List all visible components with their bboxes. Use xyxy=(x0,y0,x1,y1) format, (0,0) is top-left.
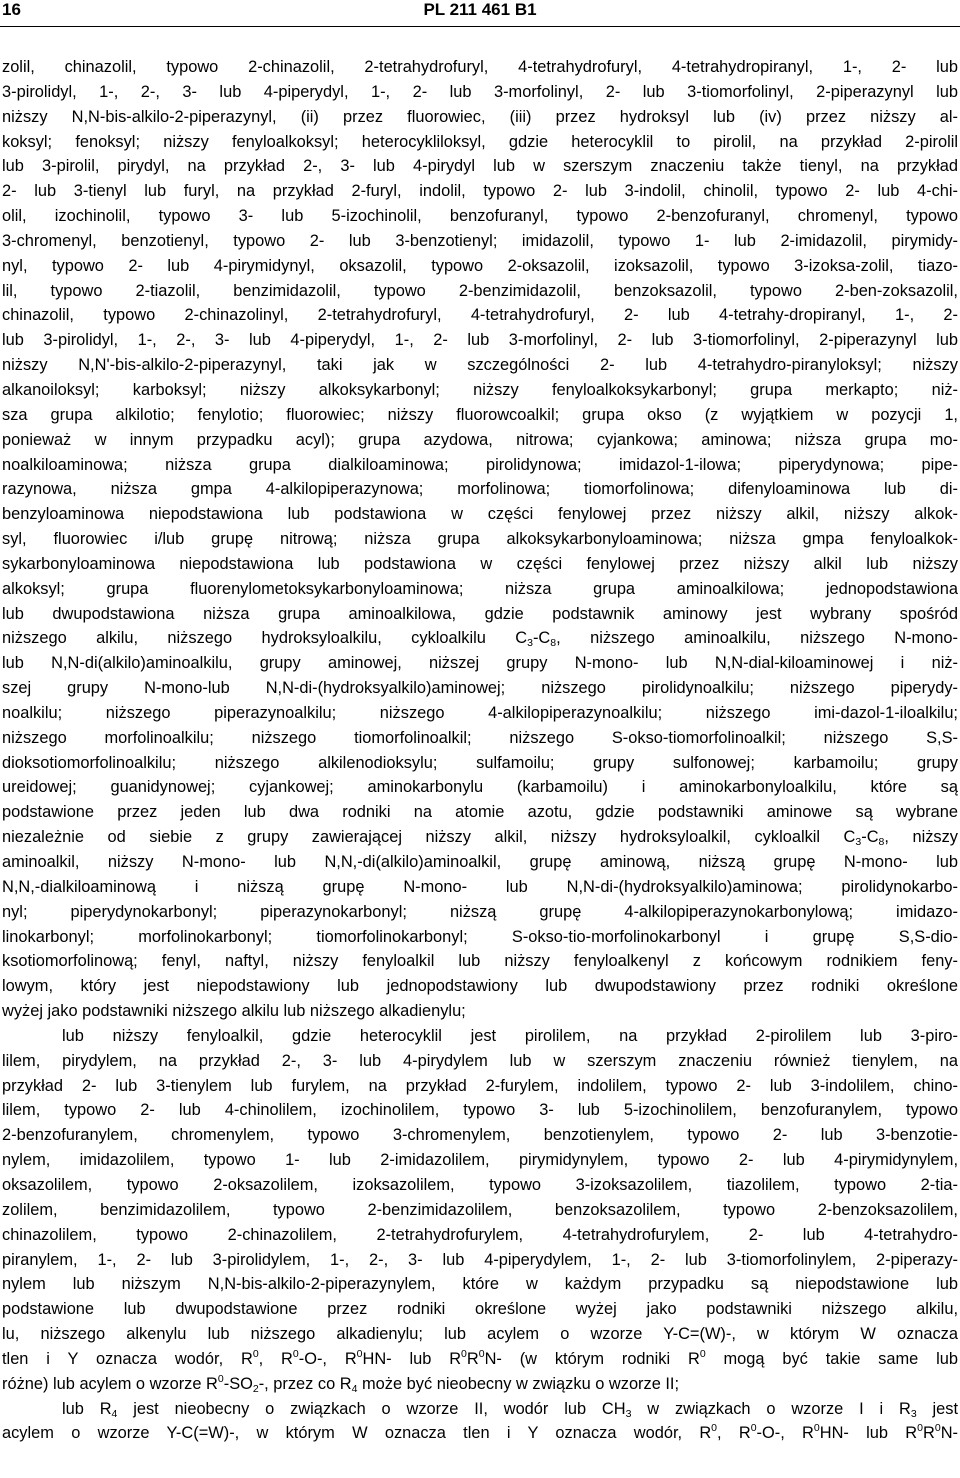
text-line: nyl, typowo 2- lub 4-pirymidynyl, oksazolil, typowo 2-oksazolil, izoksazolil, typowo 3-izoksa-zolil, tiazo- xyxy=(2,256,958,275)
text-line: nyl; piperydynokarbonyl; piperazynokarbonyl; niższą grupę 4-alkilopiperazynokarbonylową; imidazo- xyxy=(2,902,958,921)
text-line: chinazolil, typowo 2-chinazolinyl, 2-tetrahydrofuryl, 4-tetrahydrofuryl, 2- lub 4-tetrahy-dropiranyl, 1-, 2- xyxy=(2,306,958,325)
paragraph-3 xyxy=(2,1397,958,1447)
text-line: lub N,N-di(alkilo)aminoalkilu, grupy aminowej, niższej grupy N-mono- lub N,N-dial-kiloaminowej i niż- xyxy=(2,654,958,673)
text-line: ponieważ w innym przypadku acyl); grupa azydowa, nitrowa; cyjankowa; aminowa; niższa grupa mo- xyxy=(2,430,958,449)
text-line: piranylem, 1-, 2- lub 3-pirolidylem, 1-, 2-, 3- lub 4-piperydylem, 1-, 2- lub 3-tiomorfolinylem, 2-piperazy- xyxy=(2,1250,958,1269)
text-line: ureidowej; guanidynowej; cyjankowej; aminokarbonylu (karbamoilu) i aminokarbonyloalkilu, które są xyxy=(2,778,958,797)
paragraph-1 xyxy=(2,55,958,1024)
text-line: lowym, który jest niepodstawiony lub jednopodstawiony lub dwupodstawiony przez rodniki określone xyxy=(2,977,958,996)
text-line: sza grupa alkilotio; fenylotio; fluorowiec; niższy fluorowcoalkil; grupa okso (z wyjątkiem w pozycji 1, xyxy=(2,405,958,424)
text-line: zolil, chinazolil, typowo 2-chinazolil, 2-tetrahydrofuryl, 4-tetrahydrofuryl, 4-tetrahydropiranyl, 1-, 2- lub xyxy=(2,58,958,76)
text-line: różne) lub acylem o wzorze $R^0-SO_2-$, przez co $R_4$ może być nieobecny w związku o wzorze II; xyxy=(2,1372,680,1395)
text-line: 3-pirolidyl, 1-, 2-, 3- lub 4-piperydyl, 1-, 2- lub 3-morfolinyl, 2- lub 3-tiomorfolinyl, 2-piperazynyl lub xyxy=(2,82,958,101)
text-line: lub 3-pirolil, pirydyl, na przykład 2-, 3- lub 4-pirydyl lub w szerszym znaczeniu także tienyl, na przykład xyxy=(2,157,958,176)
text-line: przykład 2- lub 3-tienylem lub furylem, na przykład 2-furylem, indolilem, typowo 2- lub 3-indolilem, chino- xyxy=(2,1076,958,1095)
document-id: PL 211 461 B1 xyxy=(423,0,537,19)
page-number: 16 xyxy=(2,0,21,19)
text-line: niższy N,N'-bis-alkilo-2-piperazynyl, taki jak w szczególności 2- lub 4-tetrahydro-piranyloksyl; niższy xyxy=(2,356,958,375)
text-line: sykarbonyloaminowa niepodstawiona lub podstawiona w części fenylowej przez niższy alkil lub niższy xyxy=(2,554,958,573)
text-line: N,N,-dialkiloaminową i niższą grupę N-mono- lub N,N-di-(hydroksyalkilo)aminowa; pirolidynokarbo- xyxy=(2,877,958,896)
text-line: niższego morfolinoalkilu; niższego tiomorfolinoalkil; niższego S-okso-tiomorfolinoalkil; niższego S,S- xyxy=(2,728,958,747)
text-line: lub niższy fenyloalkil, gdzie heterocyklil jest pirolilem, na przykład 2-pirolilem lub 3-piro- xyxy=(62,1026,958,1045)
text-line: lub $R_4$ jest nieobecny o związkach o wzorze II, wodór lub $CH_3$ w związkach o wzorze I i $R_3$ jest xyxy=(62,1399,958,1420)
text-line: szej grupy N-mono-lub N,N-di-(hydroksyalkilo)aminowej; niższego pirolidynoalkilu; niższego piperydy- xyxy=(2,679,958,698)
text-line: lil, typowo 2-tiazolil, benzimidazolil, typowo 2-benzimidazolil, benzoksazolil, typowo 2-ben-zoksazolil, xyxy=(2,281,958,300)
page-header xyxy=(0,0,960,28)
text-line: tlen i Y oznacza wodór, $R^0$, $R^0-O-$, $R^0HN-$ lub $R^0R^0N-$ (w którym rodniki $R^0$ mogą być takie same lub xyxy=(2,1347,958,1368)
text-line: lub 3-pirolidyl, 1-, 2-, 3- lub 4-piperydyl, 1-, 2- lub 3-morfolinyl, 2- lub 3-tiomorfolinyl, 2-piperazynyl lub xyxy=(2,331,958,350)
text-line: zolilem, benzimidazolilem, typowo 2-benzimidazolilem, benzoksazolilem, typowo 2-benzoksazolilem, xyxy=(2,1200,958,1219)
text-line: oksazolilem, typowo 2-oksazolilem, izoksazolilem, typowo 3-izoksazolilem, tiazolilem, typowo 2-tia- xyxy=(2,1175,958,1194)
text-line: 2- lub 3-tienyl lub furyl, na przykład 2-furyl, indolil, typowo 2- lub 3-indolil, chinolil, typowo 2- lub 4-chi- xyxy=(2,182,958,201)
text-line: alkoksyl; grupa fluorenylometoksykarbonyloaminowa; niższa grupa aminoalkilowa; jednopodstawiona xyxy=(2,579,958,598)
text-line: wyżej jako podstawniki niższego alkilu lub niższego alkadienylu; xyxy=(2,1002,466,1021)
text-line: lilem, pirydylem, na przykład 2-, 3- lub 4-pirydylem lub w szerszym znaczeniu również tienylem, na xyxy=(2,1051,958,1070)
text-line: chinazolilem, typowo 2-chinazolilem, 2-tetrahydrofurylem, 4-tetrahydrofurylem, 2- lub 4-tetrahydro- xyxy=(2,1225,958,1244)
text-line: syl, fluorowiec i/lub grupę nitrową; niższa grupa alkoksykarbonyloaminowa; niższa gmpa fenyloalkok- xyxy=(2,530,958,549)
text-line: olil, izochinolil, typowo 3- lub 5-izochinolil, benzofuranyl, typowo 2-benzofuranyl, chromenyl, typowo xyxy=(2,207,958,226)
text-line: ksotiomorfolinową; fenyl, naftyl, niższy fenyloalkil lub niższy fenyloalkenyl z końcowym rodnikiem feny- xyxy=(2,952,958,971)
text-line: niższy N,N-bis-alkilo-2-piperazynyl, (ii) przez fluorowiec, (iii) przez hydroksyl lub (iv) przez niższy al- xyxy=(2,107,958,126)
text-line: aminoalkil, niższy N-mono- lub N,N,-di(alkilo)aminoalkil, grupę aminową, niższą grupę N-mono- lub xyxy=(2,853,958,871)
text-line: noalkilu; niższego piperazynoalkilu; niższego 4-alkilopiperazynoalkilu; niższego imi-dazol-1-iloalkilu; xyxy=(2,703,958,722)
text-line: lilem, typowo 2- lub 4-chinolilem, izochinolilem, typowo 3- lub 5-izochinolilem, benzofuranylem, typowo xyxy=(2,1101,958,1120)
text-line: acylem o wzorze Y-C(=W)-, w którym W oznacza tlen i Y oznacza wodór, $R^0$, $R^0-O-$, $R^0HN-$ lub $R^0R^0N-$ xyxy=(2,1422,958,1443)
header-rule xyxy=(0,26,960,27)
text-line: lu, niższego alkenylu lub niższego alkadienylu; lub acylem o wzorze Y-C=(W)-, w którym W oznacza xyxy=(2,1325,958,1344)
document-body xyxy=(2,55,958,1446)
text-line: podstawione przez jeden lub dwa rodniki na atomie azotu, gdzie podstawniki aminowe są wybrane xyxy=(2,803,958,822)
text-line: alkanoiloksyl; karboksyl; niższy alkoksykarbonyl; niższy fenyloalkoksykarbonyl; grupa merkapto; niż- xyxy=(2,380,958,399)
paragraph-2 xyxy=(2,1024,958,1397)
text-line: nylem, imidazolilem, typowo 1- lub 2-imidazolilem, pirymidynylem, typowo 2- lub 4-pirymidynylem, xyxy=(2,1151,958,1170)
text-line: benzyloaminowa niepodstawiona lub podstawiona w części fenylowej przez niższy alkil, niższy alkok- xyxy=(2,505,958,524)
text-line: linokarbonyl; morfolinokarbonyl; tiomorfolinokarbonyl; S-okso-tio-morfolinokarbonyl i grupę S,S-dio- xyxy=(2,927,958,946)
text-line: podstawione lub dwupodstawione przez rodniki określone wyżej jako podstawniki niższego alkilu, xyxy=(2,1300,958,1319)
text-line: nylem lub niższym N,N-bis-alkilo-2-piperazynylem, które w każdym przypadku są niepodstawione lub xyxy=(2,1275,958,1294)
text-line: 2-benzofuranylem, chromenylem, typowo 3-chromenylem, benzotienylem, typowo 2- lub 3-benzotie- xyxy=(2,1126,958,1145)
text-line: dioksotiomorfolinoalkilu; niższego alkilenodioksylu; sulfamoilu; grupy sulfonowej; karbamoilu; grupy xyxy=(2,753,958,772)
text-line: noalkiloaminowa; niższa grupa dialkiloaminowa; pirolidynowa; imidazol-1-ilowa; piperydynowa; pipe- xyxy=(2,455,958,474)
text-line: lub dwupodstawiona niższa grupa aminoalkilowa, gdzie podstawnik aminowy jest wybrany spośród xyxy=(2,604,958,623)
text-line: razynowa, niższa gmpa 4-alkilopiperazynowa; morfolinowa; tiomorfolinowa; difenyloaminowa lub di- xyxy=(2,480,958,499)
text-line: niższego alkilu, niższego hydroksyloalkilu, cykloalkilu $C_3-C_8$, niższego aminoalkilu, niższego N-mono- xyxy=(2,629,958,650)
text-line: niezależnie od siebie z grupy zawierającej niższy alkil, niższy hydroksyloalkil, cykloalkil $C_3-C_8$, niższy xyxy=(2,828,958,849)
text-line: koksyl; fenoksyl; niższy fenyloalkoksyl; heterocykliloksyl, gdzie heterocyklil to pirolil, na przykład 2-pirolil xyxy=(2,132,958,151)
text-line: 3-chromenyl, benzotienyl, typowo 2- lub 3-benzotienyl; imidazolil, typowo 1- lub 2-imidazolil, pirymidy- xyxy=(2,231,958,250)
